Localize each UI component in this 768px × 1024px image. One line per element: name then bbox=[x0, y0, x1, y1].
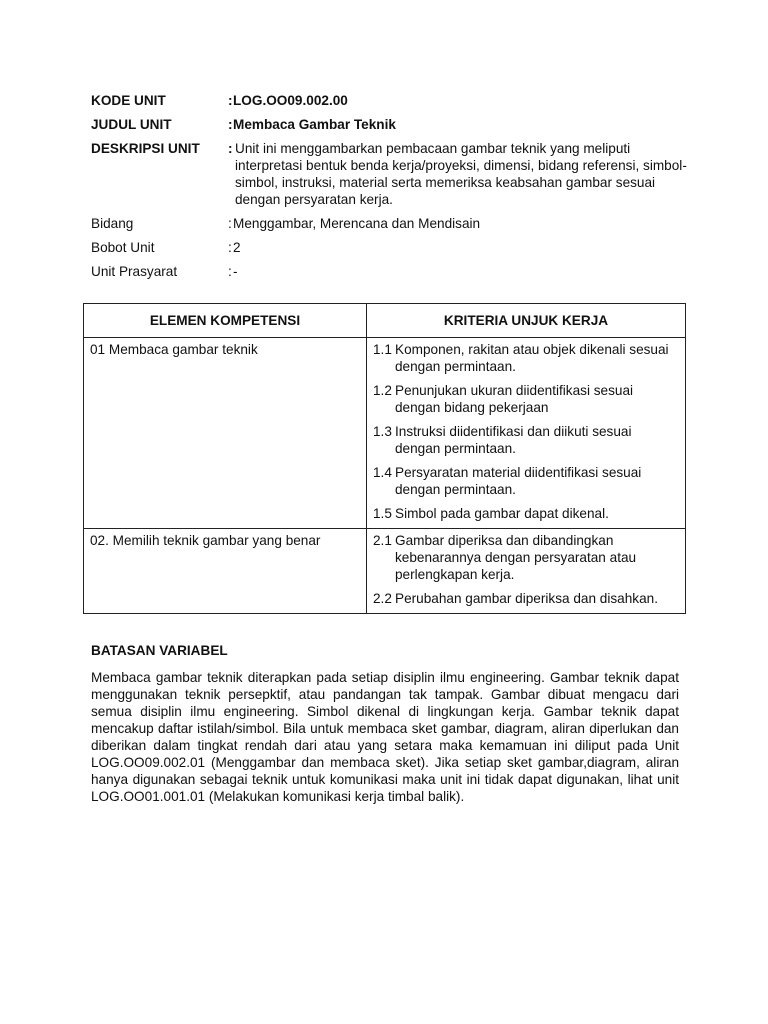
kriteria-text: Penunjukan ukuran diidentifikasi sesuai dengan bidang pekerjaan bbox=[395, 383, 634, 415]
judul-unit-row bbox=[91, 116, 691, 133]
batasan-variabel-heading: BATASAN VARIABEL bbox=[91, 643, 228, 658]
kriteria-item bbox=[373, 382, 679, 416]
kriteria-number: 1.5 bbox=[373, 506, 392, 521]
deskripsi-unit-colon: : bbox=[228, 141, 233, 156]
judul-unit-colon: : bbox=[228, 117, 233, 132]
unit-prasyarat-colon: : bbox=[228, 264, 232, 279]
kriteria-text: Persyaratan material diidentifikasi sesuai dengan permintaan. bbox=[395, 465, 642, 497]
judul-unit-label: JUDUL UNIT bbox=[91, 117, 172, 132]
bobot-unit-colon: : bbox=[228, 240, 232, 255]
kompetensi-table bbox=[83, 303, 686, 614]
bobot-unit-value: 2 bbox=[233, 240, 241, 255]
deskripsi-unit-label: DESKRIPSI UNIT bbox=[91, 141, 200, 156]
table-header-row bbox=[84, 304, 686, 338]
kriteria-cell bbox=[367, 338, 686, 529]
elemen-cell: 01 Membaca gambar teknik bbox=[84, 338, 367, 529]
kriteria-number: 2.1 bbox=[373, 533, 392, 548]
kriteria-item bbox=[373, 464, 679, 498]
header-elemen-kompetensi: ELEMEN KOMPETENSI bbox=[84, 304, 367, 338]
header-kriteria-unjuk-kerja: KRITERIA UNJUK KERJA bbox=[367, 304, 686, 338]
table-row bbox=[84, 338, 686, 529]
kode-unit-colon: : bbox=[228, 93, 233, 108]
kriteria-item bbox=[373, 532, 679, 583]
deskripsi-unit-row bbox=[91, 140, 691, 208]
kode-unit-label: KODE UNIT bbox=[91, 93, 166, 108]
deskripsi-unit-value: Unit ini menggambarkan pembacaan gambar teknik yang meliputi interpretasi bentuk benda kerja/proyeksi, dimensi, bidang referensi, simbol-simbol, instruksi, material serta memeriksa keabsahan gambar sesuai dengan persyaratan kerja. bbox=[235, 141, 687, 207]
unit-prasyarat-row bbox=[91, 263, 691, 280]
kriteria-item bbox=[373, 341, 679, 375]
kriteria-text: Gambar diperiksa dan dibandingkan kebenarannya dengan persyaratan atau perlengkapan kerja. bbox=[395, 533, 637, 582]
unit-prasyarat-label: Unit Prasyarat bbox=[91, 264, 178, 279]
kriteria-item bbox=[373, 423, 679, 457]
kriteria-text: Simbol pada gambar dapat dikenal. bbox=[395, 506, 609, 521]
judul-unit-value: Membaca Gambar Teknik bbox=[233, 117, 396, 132]
kriteria-number: 1.4 bbox=[373, 465, 392, 480]
bidang-value: Menggambar, Merencana dan Mendisain bbox=[233, 216, 481, 231]
bidang-row bbox=[91, 215, 691, 232]
unit-prasyarat-value: - bbox=[233, 264, 238, 279]
kriteria-text: Instruksi diidentifikasi dan diikuti sesuai dengan permintaan. bbox=[395, 424, 632, 456]
kode-unit-value: LOG.OO09.002.00 bbox=[233, 93, 348, 108]
kriteria-item bbox=[373, 505, 679, 522]
kriteria-number: 2.2 bbox=[373, 591, 392, 606]
kode-unit-row bbox=[91, 92, 691, 109]
unit-info bbox=[91, 92, 691, 287]
kriteria-number: 1.2 bbox=[373, 383, 392, 398]
bidang-label: Bidang bbox=[91, 216, 134, 231]
kriteria-text: Perubahan gambar diperiksa dan disahkan. bbox=[395, 591, 658, 606]
bobot-unit-label: Bobot Unit bbox=[91, 240, 155, 255]
kriteria-item bbox=[373, 590, 679, 607]
bobot-unit-row bbox=[91, 239, 691, 256]
elemen-cell: 02. Memilih teknik gambar yang benar bbox=[84, 529, 367, 614]
kriteria-text: Komponen, rakitan atau objek dikenali sesuai dengan permintaan. bbox=[395, 342, 669, 374]
table-row bbox=[84, 529, 686, 614]
kriteria-number: 1.3 bbox=[373, 424, 392, 439]
kriteria-number: 1.1 bbox=[373, 342, 392, 357]
kriteria-cell bbox=[367, 529, 686, 614]
bidang-colon: : bbox=[228, 216, 232, 231]
batasan-variabel-paragraph: Membaca gambar teknik diterapkan pada setiap disiplin ilmu engineering. Gambar teknik dapat menggunakan teknik persepktif, atau pandangan tak tampak. Gambar dibuat mengacu dari semua disiplin ilmu engineering. Simbol dikenal di lingkungan kerja. Gambar teknik dapat mencakup daftar istilah/simbol. Bila untuk membaca sket gambar, diagram, aliran diperlukan dan diberikan dalam tingkat rendah dari atau yang setara maka kemamuan ini diliput pada Unit LOG.OO09.002.01 (Menggambar dan membaca sket). Jika setiap sket gambar,diagram, aliran hanya digunakan sebagai teknik untuk komunikasi maka unit ini tidak dapat digunakan, lihat unit LOG.OO01.001.01 (Melakukan komunikasi kerja timbal balik). bbox=[91, 670, 679, 804]
